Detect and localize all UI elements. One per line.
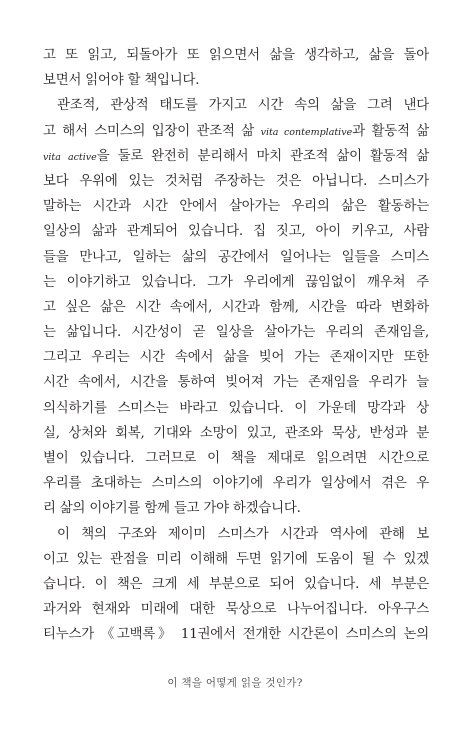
text-line: 보다 우위에 있는 것처럼 주장하는 것은 아닙니다. 스미스가 xyxy=(43,173,429,189)
text-line: 보면서 읽어야 할 책입니다. xyxy=(43,73,200,89)
text-line xyxy=(43,119,429,144)
latin-term: vita contemplative xyxy=(260,126,353,138)
line-text: 과 활동적 삶 xyxy=(352,123,429,139)
text-line xyxy=(43,144,429,169)
text-line: 일상의 삶과 관계되어 있습니다. 집 짓고, 아이 키우고, 사람 xyxy=(43,224,429,240)
text-line: 말하는 시간과 시간 안에서 살아가는 우리의 삶은 활동하는 xyxy=(43,199,429,215)
text-line: 그리고 우리는 시간 속에서 삶을 빚어 가는 존재이지만 또한 xyxy=(43,350,429,366)
text-line: 의식하기를 스미스는 바라고 있습니다. 이 가운데 망각과 상 xyxy=(43,400,429,416)
text-line: 고 또 읽고, 되돌아가 또 읽으면서 삶을 생각하고, 삶을 돌아 xyxy=(43,48,429,63)
text-line: 우리를 초대하는 스미스의 이야기에 우리가 일상에서 겪은 우 xyxy=(43,476,429,492)
text-line: 는 삶입니다. 시간성이 곧 일상을 살아가는 우리의 존재임을, xyxy=(43,325,429,341)
text-line: 이 책의 구조와 제이미 스미스가 시간과 역사에 관해 보 xyxy=(57,526,429,542)
latin-term: vita active xyxy=(43,151,97,163)
text-line: 리 삶의 이야기를 함께 들고 가야 하겠습니다. xyxy=(43,501,301,517)
text-line: 는 이야기하고 있습니다. 그가 우리에게 끊임없이 깨우쳐 주 xyxy=(43,274,429,290)
text-line: 과거와 현재와 미래에 대한 묵상으로 나누어집니다. 아우구스 xyxy=(43,602,429,618)
text-line: 시간 속에서, 시간을 통하여 빚어져 가는 존재임을 우리가 늘 xyxy=(43,375,429,391)
text-line: 관조적, 관상적 태도를 가지고 시간 속의 삶을 그려 낸다 xyxy=(57,98,429,114)
text-line: 들을 만나고, 일하는 삶의 공간에서 일어나는 일들을 스미스 xyxy=(43,249,429,265)
running-footer: 이 책을 어떻게 읽을 것인가? xyxy=(167,677,303,689)
text-line: 실, 상처와 회복, 기대와 소망이 있고, 관조와 묵상, 반성과 분 xyxy=(43,425,429,441)
text-line: 이고 있는 관점을 미리 이해해 두면 읽기에 도움이 될 수 있겠 xyxy=(43,551,429,567)
line-text: 을 둘로 완전히 분리해서 마치 관조적 삶이 활동적 삶 xyxy=(96,148,429,164)
text-line: 티누스가 《고백록》 11권에서 전개한 시간론이 스미스의 논의 xyxy=(43,627,429,643)
body-text xyxy=(43,43,429,648)
text-line: 습니다. 이 책은 크게 세 부분으로 되어 있습니다. 세 부분은 xyxy=(43,576,429,592)
text-line: 고 싶은 삶은 시간 속에서, 시간과 함께, 시간을 따라 변화하 xyxy=(43,299,429,315)
line-text: 고 해서 스미스의 입장이 관조적 삶 xyxy=(43,123,261,139)
text-line: 별이 있습니다. 그러므로 이 책을 제대로 읽으려면 시간으로 xyxy=(43,451,429,466)
